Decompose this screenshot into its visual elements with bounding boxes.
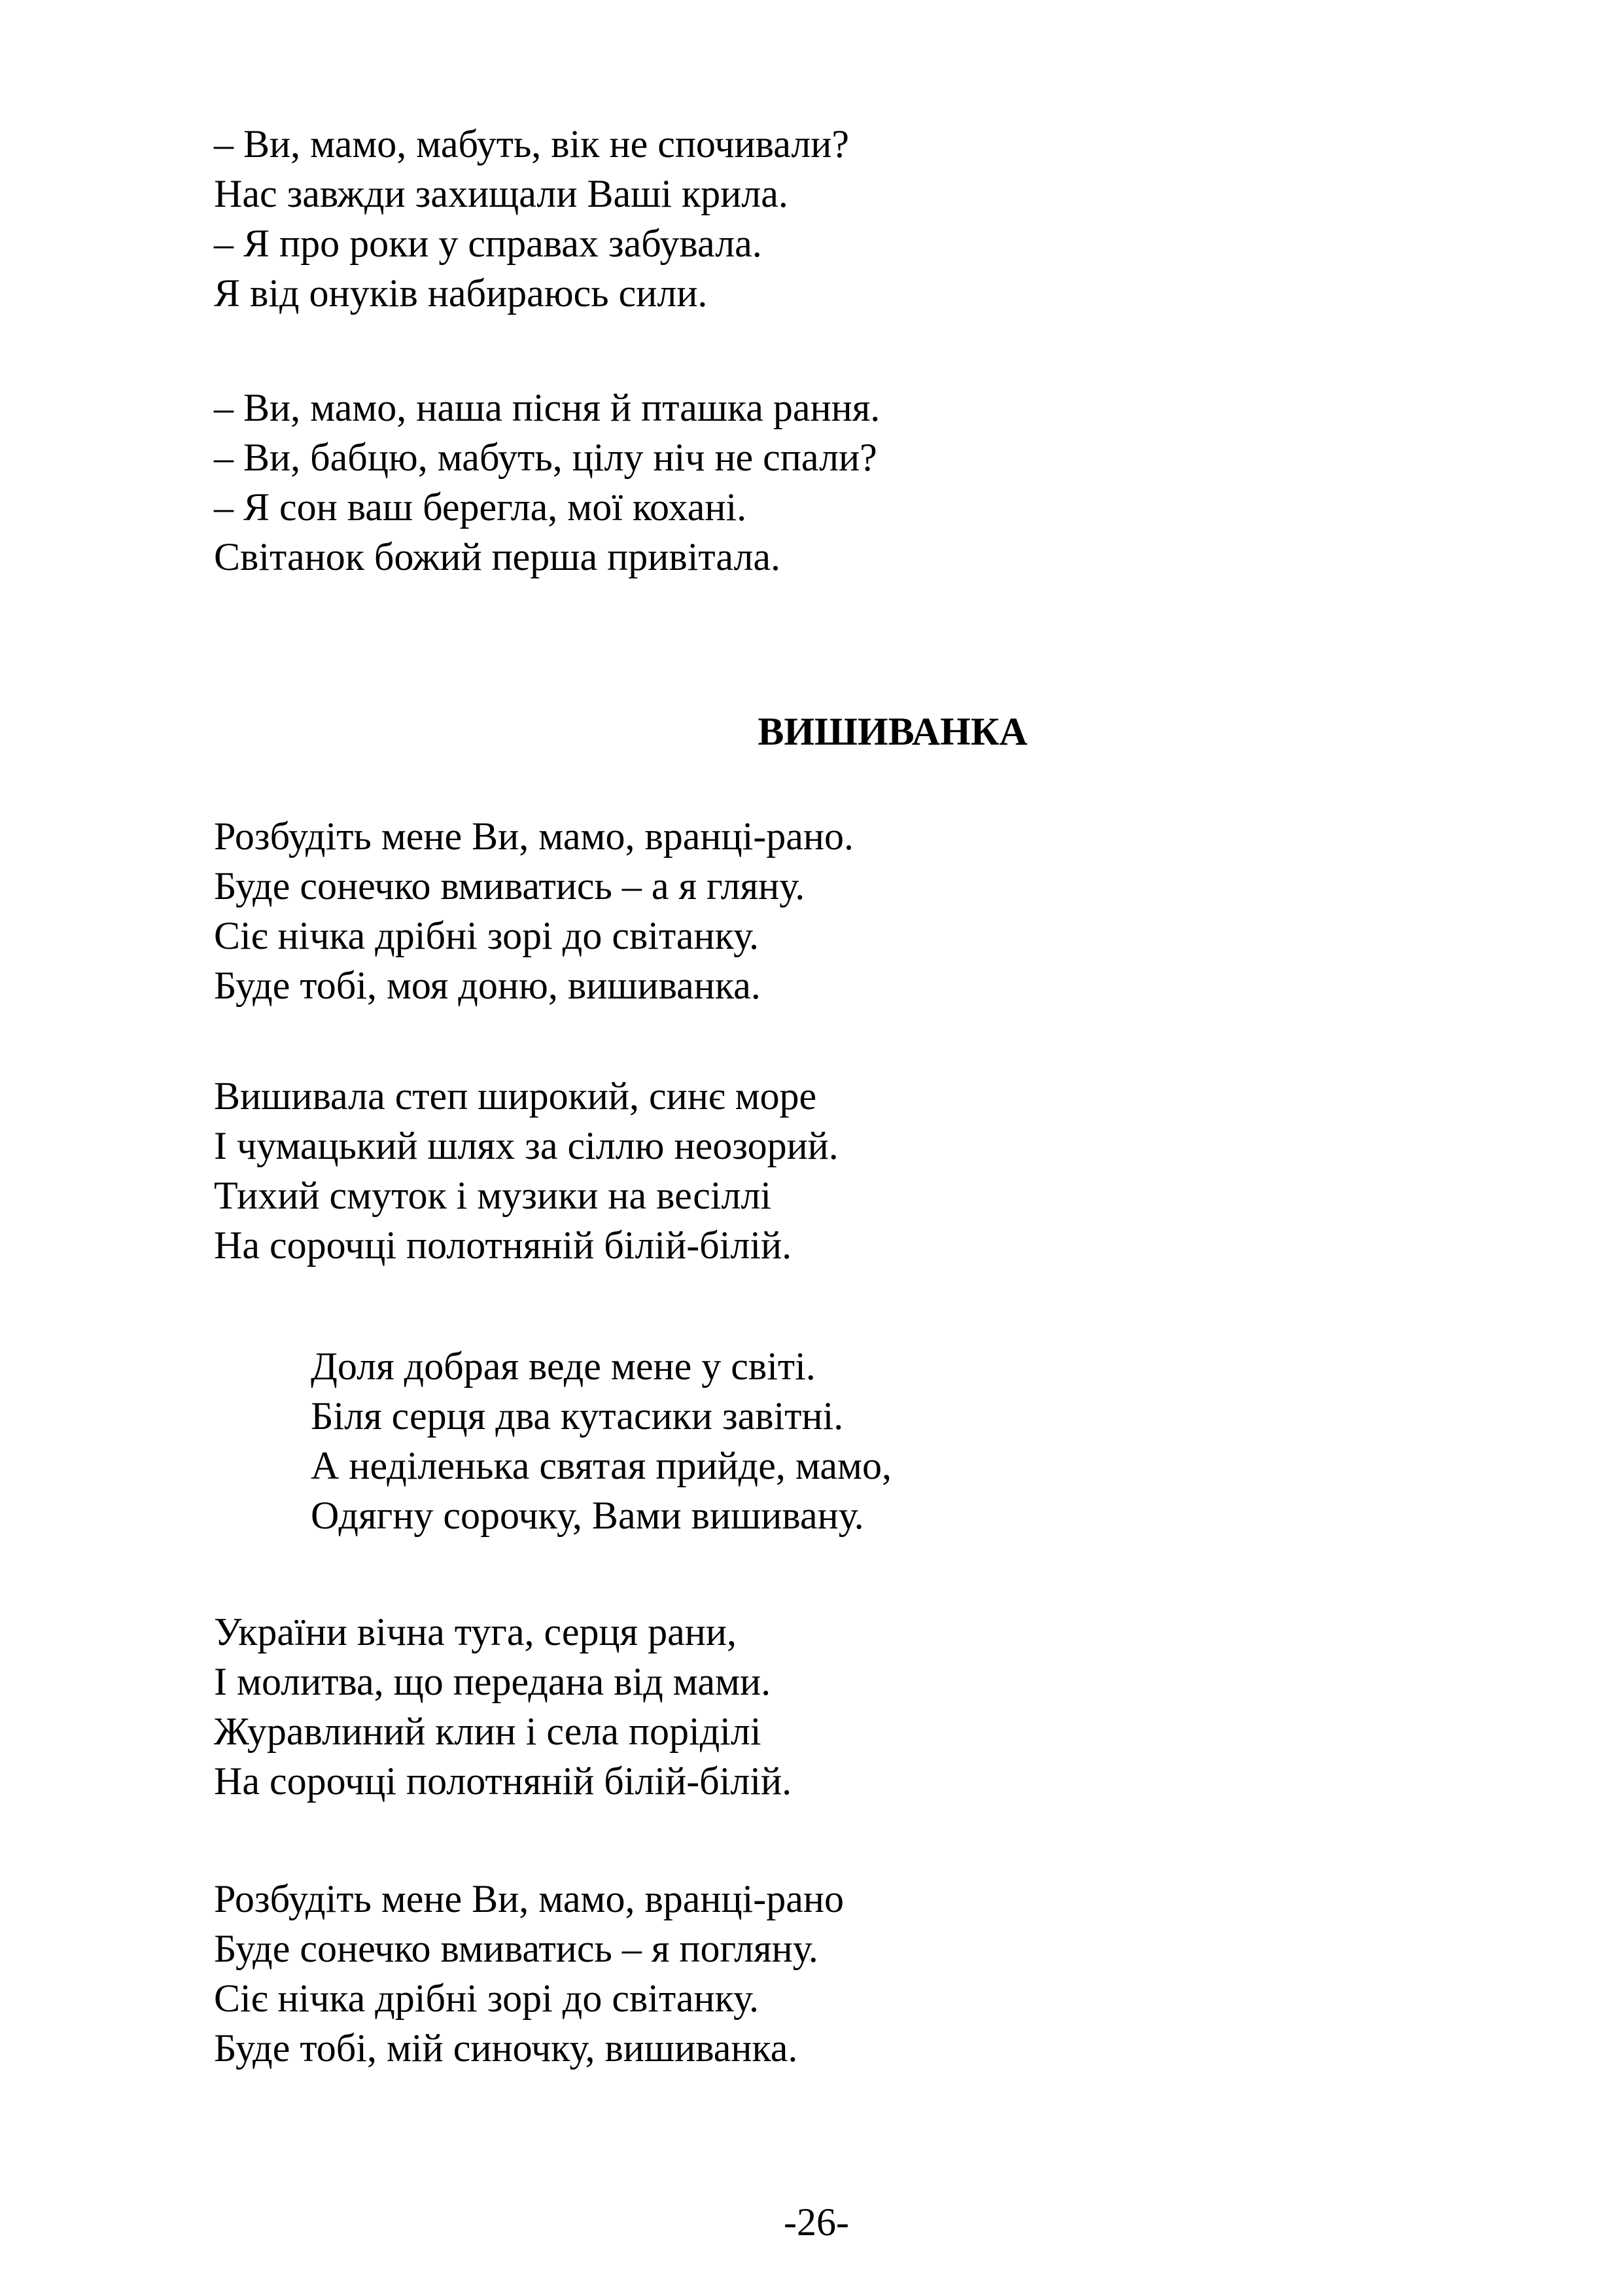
page-number: -26- — [784, 2200, 849, 2244]
verse-line: Буде сонечко вмиватись – я погляну. — [214, 1927, 818, 1970]
verse-line: І чумацький шлях за сіллю неозорий. — [214, 1124, 839, 1167]
verse-line: Біля серця два кутасики завітні. — [311, 1394, 844, 1438]
verse-line: Одягну сорочку, Вами вишивану. — [311, 1494, 864, 1537]
verse-line: – Я про роки у справах забувала. — [214, 222, 762, 265]
stanza-1 — [214, 811, 854, 1010]
poem-title: ВИШИВАНКА — [758, 710, 1028, 753]
stanza-prev-2 — [214, 383, 880, 582]
verse-line: Доля добрая веде мене у світі. — [311, 1345, 816, 1388]
verse-line: Нас завжди захищали Ваші крила. — [214, 172, 788, 215]
verse-line: Світанок божий перша привітала. — [214, 535, 781, 578]
verse-line: – Ви, мамо, мабуть, вік не спочивали? — [214, 122, 850, 166]
verse-line: Розбудіть мене Ви, мамо, вранці-рано — [214, 1877, 845, 1920]
stanza-5 — [214, 1874, 844, 2073]
verse-line: України вічна туга, серця рани, — [214, 1610, 737, 1653]
verse-line: Буде сонечко вмиватись – а я гляну. — [214, 864, 805, 908]
verse-line: Сіє нічка дрібні зорі до світанку. — [214, 1977, 759, 2020]
verse-line: – Ви, мамо, наша пісня й пташка рання. — [214, 386, 881, 429]
verse-line: Буде тобі, моя доню, вишиванка. — [214, 964, 761, 1007]
verse-line: А неділенька святая прийде, мамо, — [311, 1444, 892, 1487]
verse-line: Я від онуків набираюсь сили. — [214, 272, 708, 315]
verse-line: І молитва, що передана від мами. — [214, 1660, 771, 1703]
verse-line: – Ви, бабцю, мабуть, цілу ніч не спали? — [214, 436, 877, 479]
verse-line: На сорочці полотняній білій-білій. — [214, 1224, 792, 1267]
verse-line: На сорочці полотняній білій-білій. — [214, 1759, 792, 1803]
verse-line: Вишивала степ широкий, синє море — [214, 1074, 817, 1118]
stanza-prev-1 — [214, 119, 849, 318]
stanza-3-refrain — [311, 1341, 892, 1540]
verse-line: Розбудіть мене Ви, мамо, вранці-рано. — [214, 815, 854, 858]
verse-line: Сіє нічка дрібні зорі до світанку. — [214, 914, 759, 957]
verse-line: Буде тобі, мій синочку, вишиванка. — [214, 2026, 798, 2070]
verse-line: – Я сон ваш берегла, мої кохані. — [214, 486, 747, 529]
stanza-4 — [214, 1607, 792, 1806]
verse-line: Тихий смуток і музики на весіллі — [214, 1174, 772, 1217]
stanza-2 — [214, 1071, 839, 1270]
verse-line: Журавлиний клин і села поріділі — [214, 1710, 761, 1753]
